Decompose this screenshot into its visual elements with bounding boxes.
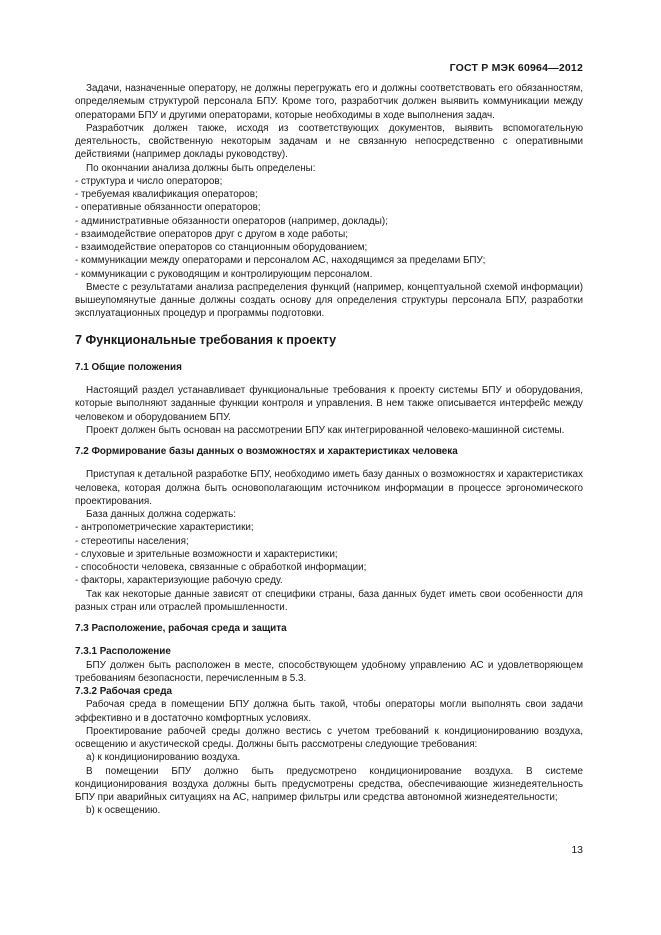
section-7-3-2-heading: 7.3.2 Рабочая среда [75, 686, 173, 697]
section-7-1-paragraph-1: Настоящий раздел устанавливает функциональные требования к проекту системы БПУ и оборудования, которые выполняют заданные функции контроля и управления. В нем также описывается интерфейс между человеком и оборудованием БПУ. [75, 385, 583, 423]
section-7-2-paragraph-2: База данных должна содержать: [86, 509, 237, 520]
section-7-2-paragraph-1: Приступая к детальной разработке БПУ, необходимо иметь базу данных о возможностях и характеристиках человека, которая должна быть основополагающим источником информации в процессе эргономического проектирования. [75, 469, 583, 507]
section-7-3-2-paragraph-3: В помещении БПУ должно быть предусмотрено кондиционирование воздуха. В системе кондиционирования воздуха должны быть предусмотрены средства, обеспечивающие жизнедеятельность БПУ при аварийных ситуациях на АС, например фильтры или средства автономной жизнедеятельности; [75, 765, 583, 803]
intro-paragraph-1: Задачи, назначенные оператору, не должны перегружать его и должны соответствовать его обязанностям, определяемым структурой персонала БПУ. Кроме того, разработчик должен выявить коммуникации между операторами БПУ и другими операторами, которые необходимы в ходе выполнения задач. [75, 83, 583, 121]
list-item: - структура и число операторов; [75, 175, 223, 187]
section-7-2-paragraph-3: Так как некоторые данные зависят от специфики страны, база данных будет иметь свои особенности для разных стран или отраслей промышленности. [75, 588, 583, 613]
section-7-3-heading: 7.3 Расположение, рабочая среда и защита [75, 623, 287, 634]
standard-header: ГОСТ Р МЭК 60964—2012 [449, 62, 583, 74]
list-item: - взаимодействие операторов со станционным оборудованием; [75, 242, 368, 253]
list-item: - административные обязанности операторов (например, доклады); [75, 215, 388, 227]
page-content [75, 82, 583, 818]
section-7-3-1-paragraph: БПУ должен быть расположен в месте, способствующем удобному управлению АС и удовлетворяющем требованиям безопасности, перечисленным в 5.3. [75, 659, 583, 684]
section-7-3-2-paragraph-2: Проектирование рабочей среды должно вестись с учетом требований к кондиционированию воздуха, освещению и акустической среды. Должны быть рассмотрены следующие требования: [75, 725, 583, 750]
list-item: - стереотипы населения; [75, 535, 189, 547]
list-item-a: а) к кондиционированию воздуха. [86, 752, 241, 764]
section-7-heading: 7 Функциональные требования к проекту [75, 332, 337, 347]
list-item: - коммуникации с руководящим и контролирующим персоналом. [75, 268, 373, 280]
section-7-3-1-heading: 7.3.1 Расположение [75, 646, 171, 658]
section-7-1-heading: 7.1 Общие положения [75, 361, 182, 373]
intro-paragraph-2: Разработчик должен также, исходя из соответствующих документов, выявить вспомогательную деятельность, свойственную некоторым задачам и не связанную непосредственно с оперативными действиями (например доклады руководству). [75, 122, 583, 161]
list-item: - антропометрические характеристики; [75, 522, 254, 534]
list-item: - способности человека, связанные с обработкой информации; [75, 562, 367, 573]
section-7-2-heading: 7.2 Формирование базы данных о возможностях и характеристиках человека [75, 446, 458, 457]
intro-paragraph-3: По окончании анализа должны быть определены: [86, 162, 316, 174]
list-item: - оперативные обязанности операторов; [75, 202, 261, 214]
list-item: - требуемая квалификация операторов; [75, 189, 258, 200]
list-item: - факторы, характеризующие рабочую среду. [75, 575, 283, 587]
list-item: - слуховые и зрительные возможности и характеристики; [75, 548, 338, 560]
intro-paragraph-4: Вместе с результатами анализа распределения функций (например, концептуальной схемой информации) вышеупомянутые данные должны создать основу для определения структуры персонала БПУ, разработки эксплуатационных процедур и программы подготовки. [75, 281, 583, 320]
section-7-1-paragraph-2: Проект должен быть основан на рассмотрении БПУ как интегрированной человеко-машинной системы. [86, 424, 565, 436]
list-item-b: b) к освещению. [86, 805, 161, 817]
list-item: - взаимодействие операторов друг с другом в ходе работы; [75, 228, 348, 240]
section-7-3-2-paragraph-1: Рабочая среда в помещении БПУ должна быть такой, чтобы операторы могли выполнять свои задачи эффективно и в достаточно комфортных условиях. [75, 699, 583, 724]
list-item: - коммуникации между операторами и персоналом АС, находящимся за пределами БПУ; [75, 255, 486, 267]
page-number: 13 [571, 844, 583, 856]
